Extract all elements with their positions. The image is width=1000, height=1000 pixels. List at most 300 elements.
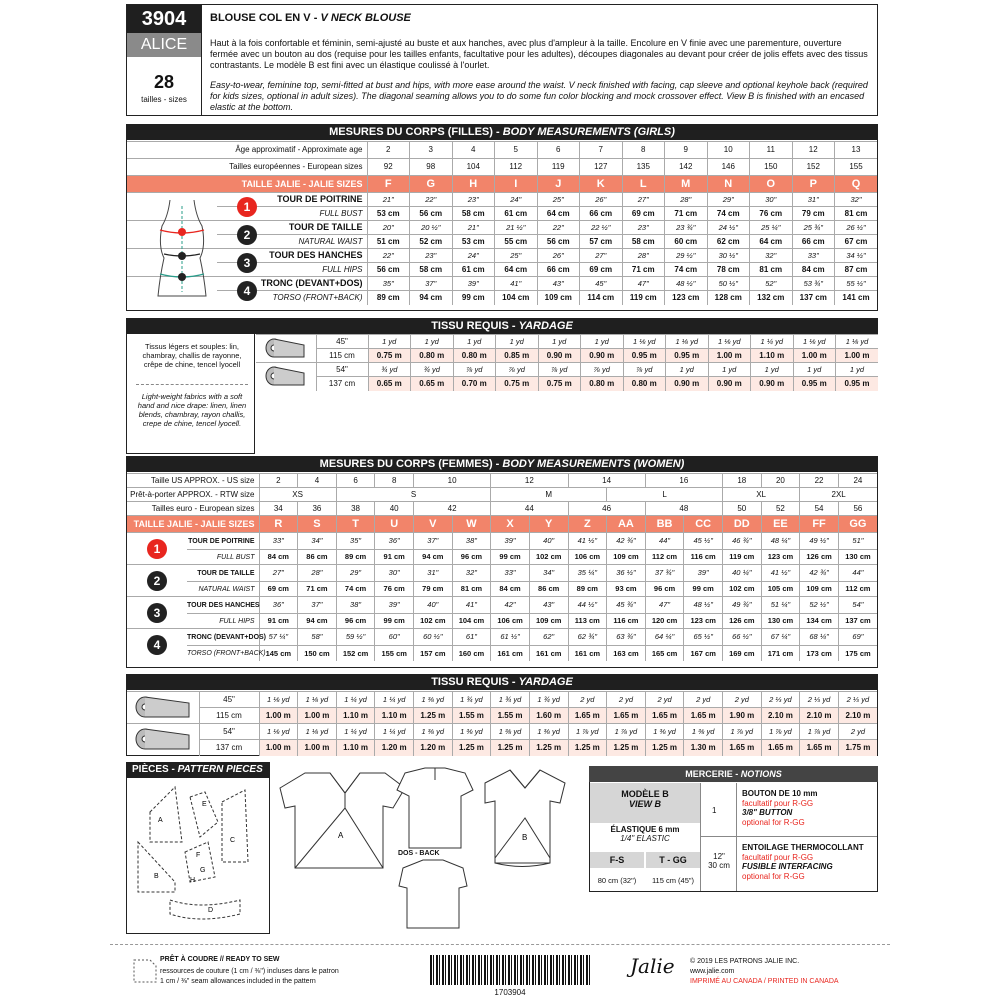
girls-age-label: Âge approximatif - Approximate age (127, 142, 367, 159)
women-measure-in: 41 ½" (761, 565, 800, 582)
girls-fabric-fr: Tissus légers et souples: lin, chambray, challis de rayonne, crêpe de chine, tencel lyocell (142, 342, 242, 369)
fabric-width-in: 54" (199, 724, 259, 740)
women-jalie-cell: GG (838, 516, 877, 533)
desc-en: Easy-to-wear, feminine top, semi-fitted at bust and hips, with more ease around the waist. V neck finished with facing, cap sleeve and optional keyhole back (required for kids sizes, optional in adult sizes). The diagonal seaming allows you to do some fun color blocking and mock crossover effect. View B is finished with an encased elastic at the bottom. (210, 80, 868, 112)
girls-measure-in: 25 ¼" (750, 221, 793, 235)
women-measure-fr: TOUR DES HANCHES (187, 597, 259, 614)
girls-yardage-m: 0.80 m (453, 349, 496, 363)
girls-measure-table (127, 141, 877, 305)
svg-text:H: H (190, 877, 196, 884)
women-us-cell: 2 (259, 474, 298, 488)
girls-age-cell: 8 (622, 142, 665, 159)
women-measure-cm: 84 cm (259, 550, 298, 565)
footer-rule (110, 944, 890, 945)
women-measure-in: 62 ¾" (568, 629, 607, 646)
women-measure-cm: 161 cm (568, 646, 607, 661)
women-yardage-yd: 2 yd (607, 692, 646, 708)
women-yardage-m: 1.65 m (723, 740, 762, 756)
pattern-pieces-drawing (130, 782, 266, 930)
girls-fabric-en: Light-weight fabrics with a soft hand and nice drape: linen, linen blends, chambray, rayon challis, crepe de chine, tencel lyocell. (137, 392, 247, 428)
women-measure-cm: 123 cm (684, 614, 723, 629)
women-jalie-cell: BB (645, 516, 684, 533)
women-yardage-yd: 1 ¾ yd (452, 692, 491, 708)
women-measure-cm: 119 cm (723, 550, 762, 565)
girls-measure-in: 20 ½" (410, 221, 453, 235)
women-measure-cm: 130 cm (838, 550, 877, 565)
girls-yardage-m: 0.95 m (666, 349, 709, 363)
women-measure-in: 67 ¼" (761, 629, 800, 646)
women-measure-in: 61" (452, 629, 491, 646)
women-measure-cm: 96 cm (452, 550, 491, 565)
women-yardage-m: 1.25 m (491, 740, 530, 756)
svg-text:C: C (230, 837, 236, 844)
girls-measure-in: 21" (367, 193, 410, 207)
fabric-roll-icon (127, 724, 199, 756)
girls-measure-in: 47" (622, 277, 665, 291)
girls-age-cell: 10 (707, 142, 750, 159)
girls-measure-in: 39" (452, 277, 495, 291)
girls-measure-in: 26" (580, 193, 623, 207)
girls-yardage-yd: 1 yd (836, 363, 879, 377)
girls-euro-cell: 150 (750, 159, 793, 176)
women-rtw-cell: XS (259, 488, 336, 502)
girls-measure-cm: 104 cm (495, 291, 538, 305)
women-yardage-yd: 1 ¼ yd (336, 692, 375, 708)
women-euro-cell: 38 (336, 502, 375, 516)
girls-measure-number: 1 (237, 197, 257, 217)
women-measure-cm: 130 cm (761, 614, 800, 629)
girls-euro-cell: 135 (622, 159, 665, 176)
notions-vline2 (736, 783, 737, 891)
girls-measure-in: 23" (452, 193, 495, 207)
women-yardage-yd: 1 ⅞ yd (800, 724, 839, 740)
women-yardage-yd: 1 ¾ yd (491, 692, 530, 708)
women-measure-in: 60" (375, 629, 414, 646)
girls-measure-cm: 81 cm (835, 207, 878, 221)
girls-measure-in: 22" (410, 193, 453, 207)
women-measure-in: 38" (336, 597, 375, 614)
women-measure-table (127, 473, 877, 661)
women-yardage-m: 1.65 m (568, 708, 607, 724)
girls-measure-fr: TOUR DES HANCHES (217, 249, 367, 263)
girls-measure-in: 33" (792, 249, 835, 263)
svg-text:F: F (196, 852, 201, 859)
girls-yardage-yd: 1 ¼ yd (751, 335, 794, 349)
women-us-cell: 12 (491, 474, 568, 488)
women-euro-label: Tailles euro - European sizes (127, 502, 259, 516)
women-jalie-cell: S (298, 516, 337, 533)
girls-measure-cm: 61 cm (495, 207, 538, 221)
girls-yardage-yd: ¾ yd (411, 363, 454, 377)
girls-age-cell: 13 (835, 142, 878, 159)
women-measure-cm: 76 cm (375, 582, 414, 597)
women-measure-cm: 123 cm (761, 550, 800, 565)
women-measure-in: 44 ½" (568, 597, 607, 614)
women-measure-en: NATURAL WAIST (187, 582, 259, 597)
women-yardage-yd: 1 ⅛ yd (259, 692, 298, 708)
girls-measure-cm: 51 cm (367, 235, 410, 249)
girls-measure-in: 27" (580, 249, 623, 263)
girls-yardage-m: 0.65 m (368, 377, 411, 391)
women-yardage-m: 1.25 m (452, 740, 491, 756)
girls-measure-cm: 66 cm (792, 235, 835, 249)
women-measure-cm: 116 cm (607, 614, 646, 629)
girls-measure-header: MESURES DU CORPS (FILLES) - BODY MEASUREMENTS (GIRLS) (126, 124, 878, 140)
women-measure-in: 36" (375, 533, 414, 550)
fabric-width-in: 45" (199, 692, 259, 708)
women-yardage-m: 1.65 m (761, 740, 800, 756)
printed-in: IMPRIMÉ AU CANADA / PRINTED IN CANADA (690, 978, 839, 985)
women-yardage-yd: 1 ⅞ yd (723, 724, 762, 740)
girls-measure-cm: 66 cm (537, 263, 580, 277)
girls-yardage-yd: 1 yd (581, 335, 624, 349)
girls-yardage-table (256, 334, 878, 391)
girls-yardage-m: 1.00 m (836, 349, 879, 363)
interf-qty: 12" 30 cm (708, 852, 730, 870)
women-yardage-yd: 1 ¼ yd (375, 724, 414, 740)
girls-measure-en: FULL HIPS (217, 263, 367, 277)
girls-yardage-yd: 1 yd (411, 335, 454, 349)
women-measure-in: 34" (298, 533, 337, 550)
svg-text:D: D (208, 907, 214, 914)
girls-yardage-m: 0.90 m (538, 349, 581, 363)
girls-jalie-cell: L (622, 176, 665, 193)
women-measure-cm: 109 cm (800, 582, 839, 597)
women-measure-in: 68 ¼" (800, 629, 839, 646)
women-yardage-m: 1.25 m (414, 708, 453, 724)
girls-yardage-yd: 1 yd (666, 363, 709, 377)
women-measure-fr: TOUR DE TAILLE (187, 565, 259, 582)
pattern-number: 3904 (127, 5, 201, 33)
girls-jalie-cell: M (665, 176, 708, 193)
girls-yardage-m: 0.70 m (453, 377, 496, 391)
women-measure-cm: 91 cm (375, 550, 414, 565)
women-measure-cm: 109 cm (607, 550, 646, 565)
women-yardage-yd: 2 yd (838, 724, 877, 740)
women-measure-in: 39" (684, 565, 723, 582)
women-measure-cm: 104 cm (452, 614, 491, 629)
women-us-cell: 16 (645, 474, 722, 488)
girls-measure-in: 29" (707, 193, 750, 207)
girls-measure-cm: 89 cm (367, 291, 410, 305)
jalie-logo: Jalie (630, 954, 675, 978)
women-measure-cm: 161 cm (529, 646, 568, 661)
women-measure-in: 34" (529, 565, 568, 582)
girls-yardage-m: 0.80 m (411, 349, 454, 363)
girls-euro-cell: 112 (495, 159, 538, 176)
women-jalie-label: TAILLE JALIE - JALIE SIZES (127, 516, 259, 533)
women-measure-en: TORSO (FRONT+BACK) (187, 646, 259, 661)
girls-euro-cell: 119 (537, 159, 580, 176)
women-yardage-yd: 1 ⅞ yd (607, 724, 646, 740)
girls-yardage-yd: 1 yd (496, 335, 539, 349)
girls-age-cell: 2 (367, 142, 410, 159)
women-measure-header: MESURES DU CORPS (FEMMES) - BODY MEASUREMENTS (WOMEN) (126, 456, 878, 472)
women-measure-cm: 102 cm (723, 582, 762, 597)
girls-measure-in: 30" (750, 193, 793, 207)
girls-measure-cm: 99 cm (452, 291, 495, 305)
women-jalie-cell: R (259, 516, 298, 533)
women-us-cell: 18 (723, 474, 762, 488)
girls-yardage-yd: 1 yd (453, 335, 496, 349)
girls-measure-cm: 84 cm (792, 263, 835, 277)
girls-euro-cell: 98 (410, 159, 453, 176)
fabric-width-cm: 115 cm (199, 708, 259, 724)
women-measure-cm: 102 cm (414, 614, 453, 629)
women-measure-cm: 126 cm (723, 614, 762, 629)
women-yardage-m: 1.25 m (529, 740, 568, 756)
elastic-cell: ÉLASTIQUE 6 mm 1/4" ELASTIC (610, 825, 680, 843)
women-measure-in: 45 ½" (684, 533, 723, 550)
women-measure-in: 62" (529, 629, 568, 646)
girls-measure-en: NATURAL WAIST (217, 235, 367, 249)
fabric-width-in: 45" (316, 335, 368, 349)
girls-measure-number: 4 (237, 281, 257, 301)
women-measure-cm: 157 cm (414, 646, 453, 661)
women-us-cell: 6 (336, 474, 375, 488)
women-measure-in: 31" (414, 565, 453, 582)
women-measure-in: 41 ½" (568, 533, 607, 550)
girls-yardage-yd: ⅞ yd (496, 363, 539, 377)
girls-measure-in: 37" (410, 277, 453, 291)
women-measure-cm: 145 cm (259, 646, 298, 661)
women-measure-cm: 112 cm (838, 582, 877, 597)
women-measure-cm: 96 cm (336, 614, 375, 629)
girls-yardage-m: 0.95 m (793, 377, 836, 391)
title-sep: - (310, 12, 321, 24)
women-yardage-yd: 1 ⅛ yd (298, 692, 337, 708)
girls-measure-cm: 94 cm (410, 291, 453, 305)
women-yardage-yd: 2 ⅓ yd (838, 692, 877, 708)
women-yardage-m: 1.65 m (607, 708, 646, 724)
girls-yardage-yd: 1 yd (368, 335, 411, 349)
women-measure-cm: 93 cm (607, 582, 646, 597)
girls-measure-cm: 56 cm (410, 207, 453, 221)
fabric-divider (136, 384, 248, 385)
women-measure-cm: 96 cm (645, 582, 684, 597)
women-measure-in: 49 ¾" (723, 597, 762, 614)
women-measure-cm: 165 cm (645, 646, 684, 661)
girls-yardage-yd: 1 ⅛ yd (708, 335, 751, 349)
allowance-en: 1 cm / ⅜" seam allowances included in the pattern (160, 978, 316, 985)
women-euro-cell: 54 (800, 502, 839, 516)
women-measure-in: 33" (259, 533, 298, 550)
women-jalie-cell: CC (684, 516, 723, 533)
girls-measure-in: 22" (537, 221, 580, 235)
women-measure-in: 29" (336, 565, 375, 582)
girls-age-cell: 7 (580, 142, 623, 159)
girls-euro-cell: 146 (707, 159, 750, 176)
women-us-label: Taille US APPROX. - US size (127, 474, 259, 488)
girls-measure-in: 25" (537, 193, 580, 207)
women-measure-in: 37 ¾" (645, 565, 684, 582)
women-measure-in: 44" (645, 533, 684, 550)
svg-text:E: E (202, 801, 207, 808)
desc-fr: Haut à la fois confortable et féminin, semi-ajusté au buste et aux hanches, avec plus d'ampleur à la taille. Encolure en V finie avec une parementure, ouverture fermée avec un bouton au dos (requise pour les tailles enfants, facultative pour les adultes), découpes diagonales au devant pour créer de jolis effets avec des tissus contrastants. Le modèle B est fini avec un élastique coulissé à l'ourlet. (210, 38, 868, 70)
women-yardage-header: TISSU REQUIS - YARDAGE (126, 674, 878, 690)
women-euro-cell: 48 (645, 502, 722, 516)
women-measure-cm: 84 cm (491, 582, 530, 597)
women-yardage-yd: 2 ⅓ yd (800, 692, 839, 708)
girls-yardage-yd: ⅞ yd (581, 363, 624, 377)
women-yardage-yd: 1 ⅞ yd (568, 724, 607, 740)
women-measure-cm: 161 cm (491, 646, 530, 661)
sketch-label-b: B (522, 833, 528, 842)
girls-yardage-m: 0.90 m (708, 377, 751, 391)
piece-label-a: A (158, 817, 163, 824)
website: www.jalie.com (690, 968, 735, 975)
girls-jalie-cell: H (452, 176, 495, 193)
title-fr: BLOUSE COL EN V (210, 12, 311, 24)
women-yardage-yd: 2 yd (568, 692, 607, 708)
women-measure-in: 47" (645, 597, 684, 614)
women-measure-fr: TRONC (DEVANT+DOS) (187, 629, 259, 646)
women-yardage-m: 1.65 m (645, 708, 684, 724)
women-measure-in: 41" (452, 597, 491, 614)
girls-measure-in: 43" (537, 277, 580, 291)
girls-measure-en: TORSO (FRONT+BACK) (217, 291, 367, 305)
girls-measure-in: 31" (792, 193, 835, 207)
women-jalie-cell: V (414, 516, 453, 533)
tgg-value: 115 cm (45") (651, 876, 695, 885)
svg-text:G: G (200, 867, 206, 874)
barcode-number: 1703904 (494, 988, 526, 997)
women-measure-in: 35 ¼" (568, 565, 607, 582)
women-yardage-yd: 2 yd (645, 692, 684, 708)
women-measure-in: 33" (491, 565, 530, 582)
svg-text:B: B (154, 873, 159, 880)
title-en: V NECK BLOUSE (320, 12, 411, 24)
back-label: DOS - BACK (398, 850, 440, 857)
women-measure-cm: 94 cm (298, 614, 337, 629)
girls-measure-number: 3 (237, 253, 257, 273)
girls-measure-cm: 132 cm (750, 291, 793, 305)
women-measure-cm: 175 cm (838, 646, 877, 661)
notions-hline (701, 836, 877, 837)
girls-jalie-cell: P (792, 176, 835, 193)
girls-age-cell: 6 (537, 142, 580, 159)
girls-measure-in: 32" (835, 193, 878, 207)
girls-measure-in: 27" (622, 193, 665, 207)
ready-to-sew: PRÊT À COUDRE // READY TO SEW (160, 956, 280, 963)
women-yardage-m: 1.20 m (375, 740, 414, 756)
girls-euro-cell: 155 (835, 159, 878, 176)
women-measure-cm: 126 cm (800, 550, 839, 565)
fs-value: 80 cm (32") (597, 876, 637, 885)
women-measure-in: 44" (838, 565, 877, 582)
girls-measure-cm: 109 cm (537, 291, 580, 305)
girls-measure-cm: 74 cm (707, 207, 750, 221)
fabric-width-cm: 137 cm (316, 377, 368, 391)
girls-jalie-cell: Q (835, 176, 878, 193)
women-measure-in: 51 ¼" (761, 597, 800, 614)
girls-measure-cm: 52 cm (410, 235, 453, 249)
girls-yardage-m: 0.65 m (411, 377, 454, 391)
women-us-cell: 8 (375, 474, 414, 488)
girls-yardage-m: 0.95 m (623, 349, 666, 363)
women-yardage-yd: 1 ⅜ yd (414, 692, 453, 708)
women-measure-in: 61 ½" (491, 629, 530, 646)
women-measure-in: 40" (529, 533, 568, 550)
girls-yardage-m: 0.85 m (496, 349, 539, 363)
women-measure-in: 37" (414, 533, 453, 550)
women-yardage-yd: 1 ⅜ yd (684, 724, 723, 740)
girls-body-figure (150, 196, 214, 300)
girls-measure-in: 35" (367, 277, 410, 291)
girls-measure-in: 55 ½" (835, 277, 878, 291)
women-measure-in: 42 ¾" (800, 565, 839, 582)
women-euro-cell: 36 (298, 502, 337, 516)
girls-measure-cm: 67 cm (835, 235, 878, 249)
girls-measure-cm: 69 cm (580, 263, 623, 277)
girls-yardage-m: 0.95 m (836, 377, 879, 391)
women-measure-en: FULL BUST (187, 550, 259, 565)
girls-yardage-m: 0.75 m (496, 377, 539, 391)
button-qty: 1 (712, 806, 717, 815)
women-measure-in: 37" (298, 597, 337, 614)
women-yardage-m: 1.25 m (607, 740, 646, 756)
girls-measure-in: 41" (495, 277, 538, 291)
girls-measure-in: 23" (410, 249, 453, 263)
notions-vline (700, 783, 701, 891)
women-yardage-m: 1.30 m (684, 740, 723, 756)
girls-measure-in: 25 ¾" (792, 221, 835, 235)
women-measure-cm: 106 cm (491, 614, 530, 629)
women-us-cell: 22 (800, 474, 839, 488)
women-measure-in: 51" (838, 533, 877, 550)
women-us-cell: 4 (298, 474, 337, 488)
women-measure-num-cell (127, 565, 187, 597)
girls-yardage-yd: 1 yd (708, 363, 751, 377)
women-measure-in: 54" (838, 597, 877, 614)
women-yardage-m: 1.20 m (414, 740, 453, 756)
girls-measure-cm: 60 cm (665, 235, 708, 249)
girls-measure-in: 28" (665, 193, 708, 207)
girls-measure-cm: 87 cm (835, 263, 878, 277)
women-measure-cm: 169 cm (723, 646, 762, 661)
women-measure-in: 52 ½" (800, 597, 839, 614)
girls-jalie-cell: G (410, 176, 453, 193)
women-euro-cell: 42 (414, 502, 491, 516)
interf-desc: ENTOILAGE THERMOCOLLANT facultatif pour R-GG FUSIBLE INTERFACING optional for R-GG (742, 843, 864, 881)
women-measure-cm: 81 cm (452, 582, 491, 597)
women-measure-cm: 89 cm (336, 550, 375, 565)
women-measure-cm: 137 cm (838, 614, 877, 629)
women-euro-cell: 52 (761, 502, 800, 516)
girls-measure-cm: 58 cm (452, 207, 495, 221)
pattern-title (210, 12, 411, 24)
women-yardage-yd: 1 ¼ yd (375, 692, 414, 708)
women-measure-in: 64 ¼" (645, 629, 684, 646)
women-measure-cm: 71 cm (298, 582, 337, 597)
fabric-width-in: 54" (316, 363, 368, 377)
women-measure-in: 32" (452, 565, 491, 582)
girls-euro-cell: 152 (792, 159, 835, 176)
women-measure-cm: 109 cm (529, 614, 568, 629)
girls-measure-cm: 114 cm (580, 291, 623, 305)
girls-measure-cm: 56 cm (537, 235, 580, 249)
women-yardage-yd: 1 ⅞ yd (761, 724, 800, 740)
girls-measure-cm: 55 cm (495, 235, 538, 249)
girls-measure-cm: 71 cm (622, 263, 665, 277)
sketch-label-a: A (338, 831, 344, 840)
girls-yardage-yd: ⅞ yd (623, 363, 666, 377)
girls-age-cell: 9 (665, 142, 708, 159)
girls-measure-in: 24 ½" (707, 221, 750, 235)
girls-measure-cm: 81 cm (750, 263, 793, 277)
women-measure-cm: 152 cm (336, 646, 375, 661)
girls-jalie-cell: J (537, 176, 580, 193)
